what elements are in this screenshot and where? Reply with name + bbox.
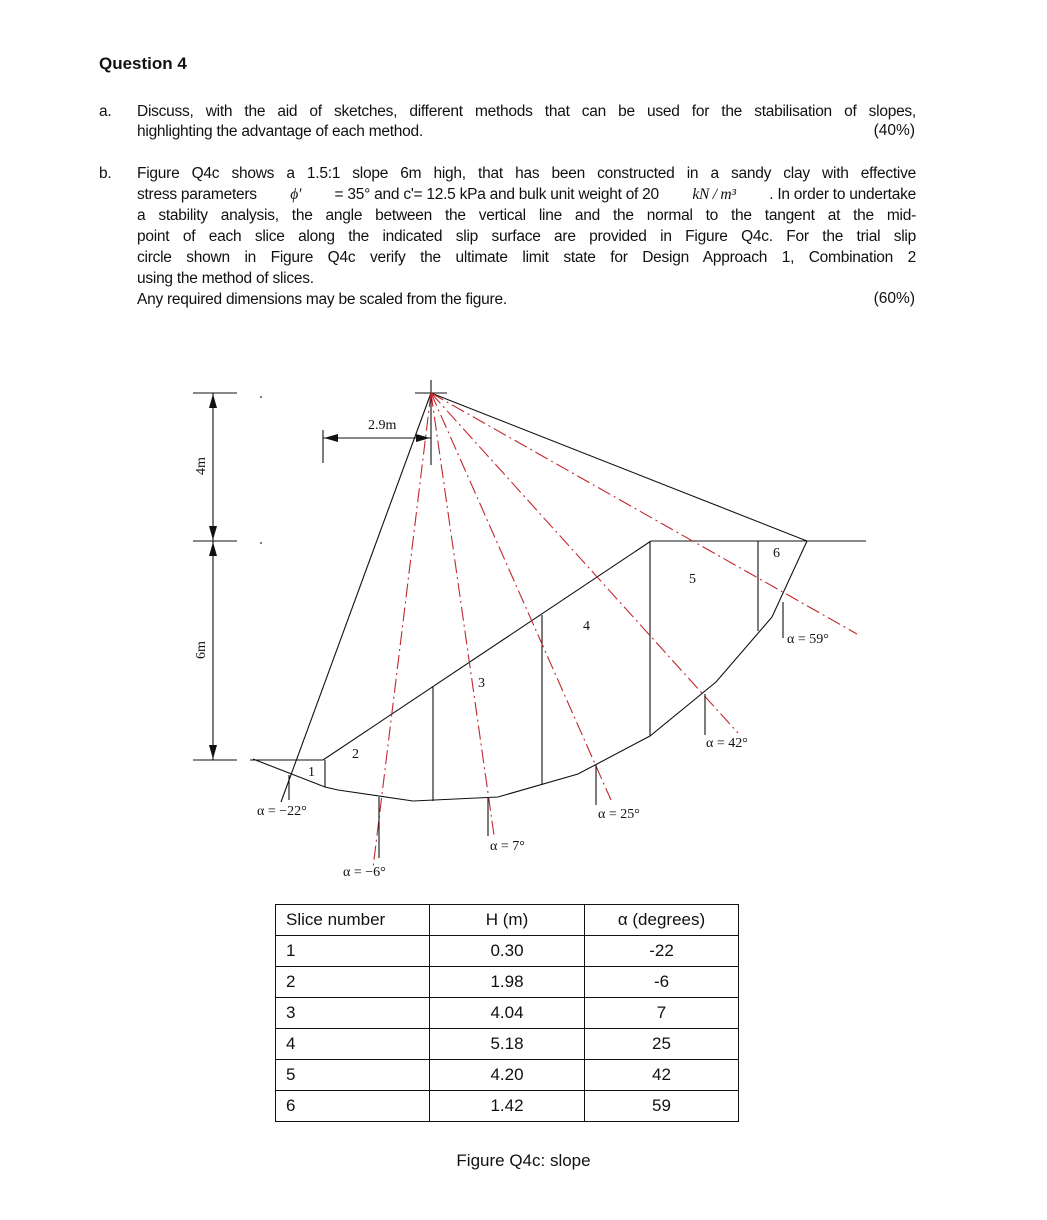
cell-height: 4.20 (430, 1060, 585, 1091)
slice-label-5: 5 (689, 572, 696, 587)
line2-text-c: . In order to undertake (769, 186, 916, 203)
radius-line-left (281, 393, 431, 802)
cell-slice: 4 (276, 1029, 430, 1060)
slice-label-2: 2 (352, 747, 359, 762)
arrow-up-icon (209, 542, 217, 556)
part-b-line-5: circle shown in Figure Q4c verify the ultimate limit state for Design Approach 1, Combination 2 (137, 249, 916, 266)
cell-alpha: 42 (585, 1060, 739, 1091)
cell-height: 1.42 (430, 1091, 585, 1122)
slip-surface (253, 541, 807, 801)
alpha-label-6: α = 59° (787, 632, 829, 647)
alpha-label-2: α = −6° (343, 865, 386, 880)
cell-alpha: 25 (585, 1029, 739, 1060)
cell-height: 1.98 (430, 967, 585, 998)
slice-label-4: 4 (583, 619, 590, 634)
unit-weight-unit: kN / m³ (692, 186, 736, 203)
cell-height: 5.18 (430, 1029, 585, 1060)
cell-slice: 2 (276, 967, 430, 998)
part-b-line-4: point of each slice along the indicated slip surface are provided in Figure Q4c. For the trial slip (137, 228, 916, 245)
table-row (276, 1029, 739, 1060)
header-alpha: α (degrees) (585, 905, 739, 936)
part-b-label: b. (99, 165, 112, 182)
arrow-right-icon (416, 434, 430, 442)
table-header-row (276, 905, 739, 936)
part-b-line-1: Figure Q4c shows a 1.5:1 slope 6m high, that has been constructed in a sandy clay with effective (137, 165, 916, 182)
part-a-line-1: Discuss, with the aid of sketches, different methods that can be used for the stabilisation of slopes, (137, 103, 916, 120)
table-row (276, 998, 739, 1029)
part-b-line-6: using the method of slices. (137, 270, 314, 287)
part-a-line-2: highlighting the advantage of each method. (137, 123, 423, 140)
cell-height: 0.30 (430, 936, 585, 967)
part-a-marks: (40%) (873, 122, 915, 139)
cell-alpha: -22 (585, 936, 739, 967)
part-b-marks: (60%) (873, 290, 915, 307)
cell-alpha: -6 (585, 967, 739, 998)
part-b-line-3: a stability analysis, the angle between the vertical line and the normal to the tangent at the mid- (137, 207, 916, 224)
alpha-label-5: α = 42° (706, 736, 748, 751)
slope-face-line (323, 541, 651, 760)
header-height: H (m) (430, 905, 585, 936)
slice-label-6: 6 (773, 546, 780, 561)
cell-alpha: 59 (585, 1091, 739, 1122)
alpha-label-3: α = 7° (490, 839, 525, 854)
height-4m-label: 4m (194, 457, 209, 475)
cell-slice: 6 (276, 1091, 430, 1122)
arrow-down-icon (209, 745, 217, 759)
header-slice-number: Slice number (276, 905, 430, 936)
cell-slice: 3 (276, 998, 430, 1029)
line2-text-a: stress parameters (137, 186, 257, 203)
cell-slice: 1 (276, 936, 430, 967)
radial-line-slice (431, 393, 611, 800)
slice-table (275, 904, 739, 1122)
part-b-line-7: Any required dimensions may be scaled from the figure. (137, 291, 507, 308)
question-title: Question 4 (99, 54, 187, 73)
table-row (276, 1091, 739, 1122)
line2-text-b: = 35° and c'= 12.5 kPa and bulk unit weight of 20 (334, 186, 659, 203)
table-row (276, 967, 739, 998)
arrow-down-icon (209, 526, 217, 540)
table-row (276, 1060, 739, 1091)
cell-alpha: 7 (585, 998, 739, 1029)
radius-line-right (431, 393, 807, 541)
table-row (276, 936, 739, 967)
arrow-left-icon (324, 434, 338, 442)
cell-slice: 5 (276, 1060, 430, 1091)
radial-line-slice (431, 393, 857, 634)
slice-label-1: 1 (308, 765, 315, 780)
slice-label-3: 3 (478, 676, 485, 691)
alpha-label-4: α = 25° (598, 807, 640, 822)
phi-symbol: ϕ' (290, 186, 302, 203)
alpha-label-1: α = −22° (257, 804, 307, 819)
height-6m-label: 6m (194, 641, 209, 659)
figure-caption: Figure Q4c: slope (456, 1151, 591, 1170)
radial-line-slice (431, 393, 494, 835)
cell-height: 4.04 (430, 998, 585, 1029)
offset-dimension-label: 2.9m (368, 418, 397, 433)
arrow-up-icon (209, 394, 217, 408)
part-a-label: a. (99, 103, 112, 120)
